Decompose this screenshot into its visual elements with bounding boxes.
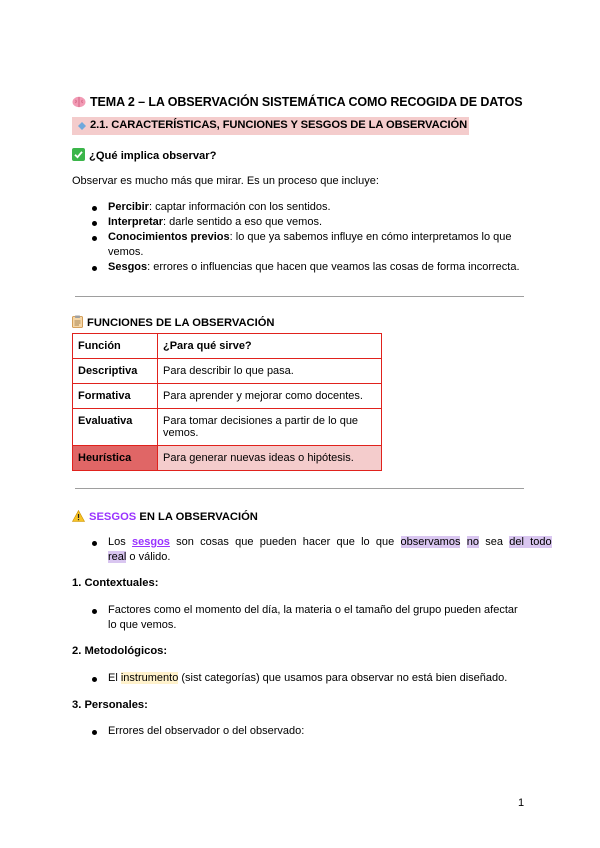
list-item: Interpretar: darle sentido a eso que vemos. <box>92 216 322 228</box>
highlighted-word: observamos <box>400 536 461 548</box>
bullet-dot <box>92 221 97 226</box>
table-cell-sirve: Para describir lo que pasa. <box>158 359 382 384</box>
bullet-dot <box>92 236 97 241</box>
highlighted-word: no <box>466 536 479 548</box>
list-item: Los sesgos son cosas que pueden hacer que lo que observamos no sea del todo <box>92 536 552 548</box>
observar-intro: Observar es mucho más que mirar. Es un proceso que incluye: <box>72 175 379 187</box>
bullet-dot <box>92 541 97 546</box>
bullet-dot <box>92 677 97 682</box>
section-heading-observar: ¿Qué implica observar? <box>72 148 216 164</box>
section-heading-sesgos: SESGOS EN LA OBSERVACIÓN <box>72 510 258 525</box>
bullet-dot <box>92 730 97 735</box>
table-cell-sirve: Para tomar decisiones a partir de lo que vemos. <box>158 409 382 446</box>
check-mark-icon <box>72 148 85 164</box>
table-row <box>73 384 382 409</box>
table-cell-funcion: Formativa <box>73 384 158 409</box>
document-title: TEMA 2 – LA OBSERVACIÓN SISTEMÁTICA COMO RECOGIDA DE DATOS <box>72 95 522 111</box>
table-cell-sirve: Para aprender y mejorar como docentes. <box>158 384 382 409</box>
table-cell-funcion: Heurística <box>73 446 158 471</box>
table-header-row <box>73 334 382 359</box>
highlighted-word: del todo <box>509 536 552 548</box>
list-item: Errores del observador o del observado: <box>92 725 304 737</box>
table-row <box>73 409 382 446</box>
list-item: Sesgos: errores o influencias que hacen que veamos las cosas de forma incorrecta. <box>92 261 520 273</box>
subheading-metodologicos: 2. Metodológicos: <box>72 645 168 657</box>
subheading-personales: 3. Personales: <box>72 699 148 711</box>
bullet-dot <box>92 206 97 211</box>
clipboard-icon <box>72 315 83 331</box>
small-blue-diamond-icon <box>78 121 86 133</box>
page-number: 1 <box>518 797 525 809</box>
column-header: ¿Para qué sirve? <box>158 334 382 359</box>
section-heading-funciones: FUNCIONES DE LA OBSERVACIÓN <box>72 315 275 331</box>
list-item-continuation: lo que vemos. <box>108 619 177 631</box>
functions-table <box>72 333 382 471</box>
table-cell-funcion: Evaluativa <box>73 409 158 446</box>
table-row <box>73 359 382 384</box>
brain-icon <box>72 96 86 111</box>
subheading-contextuales: 1. Contextuales: <box>72 577 159 589</box>
warning-icon <box>72 510 85 525</box>
horizontal-divider <box>75 296 524 297</box>
list-item: Conocimientos previos: lo que ya sabemos influye en cómo interpretamos lo que <box>92 231 512 243</box>
list-item-continuation: vemos. <box>108 246 144 258</box>
table-cell-sirve: Para generar nuevas ideas o hipótesis. <box>158 446 382 471</box>
list-item-continuation: real o válido. <box>108 551 171 563</box>
list-item: Factores como el momento del día, la materia o el tamaño del grupo pueden afectar <box>92 604 518 616</box>
bullet-dot <box>92 266 97 271</box>
bullet-dot <box>92 609 97 614</box>
highlighted-word: real <box>108 551 127 563</box>
table-cell-funcion: Descriptiva <box>73 359 158 384</box>
list-item: Percibir: captar información con los sentidos. <box>92 201 331 213</box>
highlighted-word: sesgos <box>132 536 170 548</box>
list-item: El instrumento (sist categorías) que usamos para observar no está bien diseñado. <box>92 672 507 684</box>
table-row-highlighted <box>73 446 382 471</box>
horizontal-divider <box>75 488 524 489</box>
document-subtitle: 2.1. CARACTERÍSTICAS, FUNCIONES Y SESGOS DE LA OBSERVACIÓN <box>78 119 467 133</box>
highlighted-word: instrumento <box>120 672 179 684</box>
column-header: Función <box>73 334 158 359</box>
